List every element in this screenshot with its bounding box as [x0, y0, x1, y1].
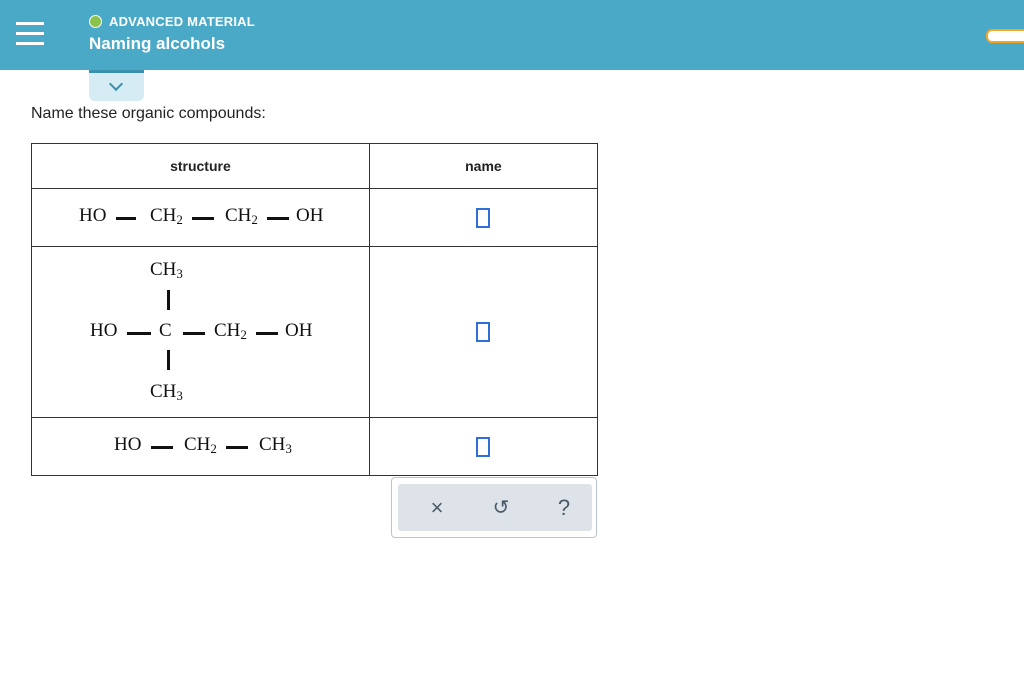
- atom-label: OH: [285, 320, 313, 341]
- close-icon: ×: [430, 495, 444, 520]
- bond: [127, 332, 151, 335]
- actions-toolbar: [398, 484, 592, 531]
- bond: [256, 332, 278, 335]
- atom-label: $CH_2$: [214, 320, 247, 342]
- table-row: [32, 189, 598, 247]
- topic-label: ADVANCED MATERIAL: [109, 14, 255, 29]
- atom-label: $CH_3$: [259, 434, 292, 456]
- structure-cell: [32, 189, 370, 247]
- answer-actions-panel: [391, 477, 597, 538]
- bond: [151, 446, 173, 449]
- structure-ethanediol: [32, 189, 369, 246]
- top-bar: [0, 0, 1024, 70]
- atom-label: HO: [79, 205, 107, 226]
- name-answer-input[interactable]: [476, 208, 490, 228]
- structure-cell: [32, 247, 370, 418]
- undo-button[interactable]: [486, 494, 516, 522]
- undo-icon: ↺: [492, 497, 510, 519]
- name-answer-input[interactable]: [476, 437, 490, 457]
- chevron-down-icon: [109, 77, 123, 91]
- name-column-header: name: [369, 144, 597, 189]
- clear-button[interactable]: [422, 494, 452, 522]
- structure-dimethyl-diol: [32, 247, 369, 417]
- atom-label: $CH_2$: [225, 205, 258, 227]
- name-answer-input[interactable]: [476, 322, 490, 342]
- bond: [192, 217, 214, 220]
- atom-label: $CH_2$: [150, 205, 183, 227]
- help-icon: ?: [557, 495, 571, 520]
- name-cell: [369, 247, 597, 418]
- bond: [267, 217, 289, 220]
- topic-status-dot: [89, 15, 102, 28]
- name-cell: [369, 189, 597, 247]
- bond: [167, 350, 170, 370]
- atom-label: $CH_2$: [184, 434, 217, 456]
- menu-icon[interactable]: [16, 22, 44, 48]
- atom-label: OH: [296, 205, 324, 226]
- bond: [183, 332, 205, 335]
- table-header-row: [32, 144, 598, 189]
- progress-bar: [986, 29, 1024, 43]
- atom-label: $CH_3$: [150, 259, 183, 281]
- atom-label: C: [159, 320, 172, 341]
- atom-label: HO: [90, 320, 118, 341]
- structure-column-header: structure: [32, 144, 370, 189]
- bond: [116, 217, 136, 220]
- question-prompt: Name these organic compounds:: [31, 105, 266, 122]
- page-title: Naming alcohols: [89, 34, 226, 53]
- structure-cell: [32, 418, 370, 476]
- bond: [226, 446, 248, 449]
- atom-label: HO: [114, 434, 142, 455]
- atom-label: $CH_3$: [150, 381, 183, 403]
- help-button[interactable]: [549, 494, 579, 522]
- compounds-table: [31, 143, 598, 476]
- collapse-toggle-button[interactable]: [89, 70, 144, 101]
- structure-ethanol: [32, 418, 369, 475]
- name-cell: [369, 418, 597, 476]
- bond: [167, 290, 170, 310]
- table-row: [32, 247, 598, 418]
- topic-row: [89, 14, 255, 29]
- table-row: [32, 418, 598, 476]
